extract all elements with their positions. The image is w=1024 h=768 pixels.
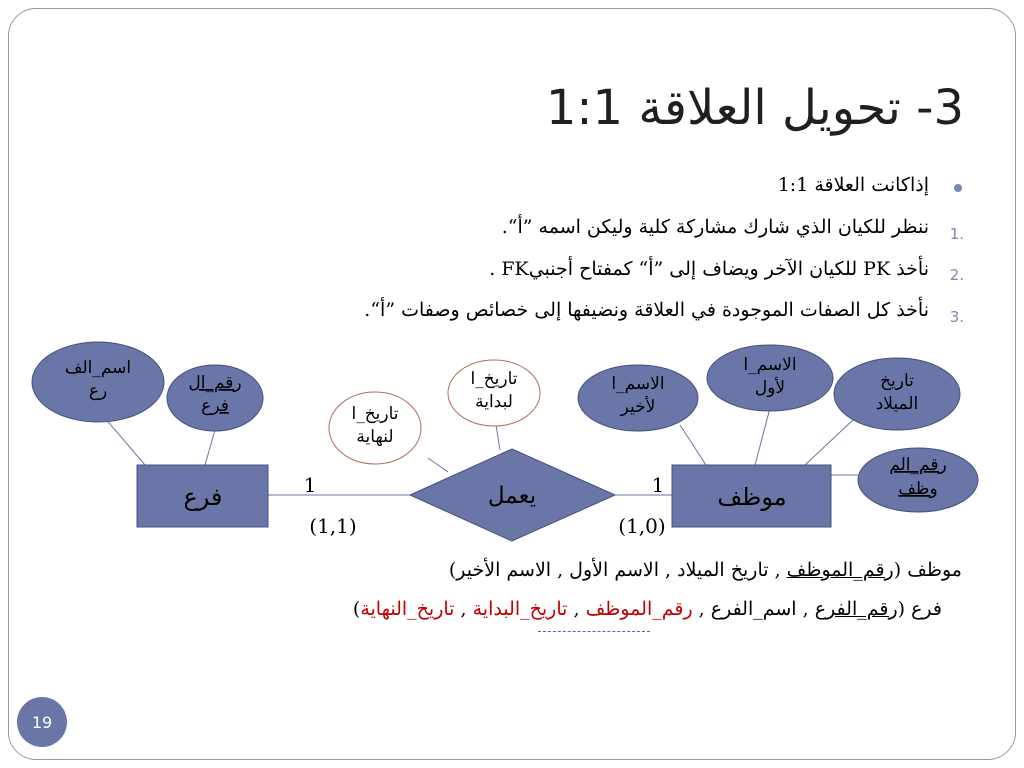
page-number: 19 xyxy=(31,712,53,732)
link-first-name xyxy=(755,408,770,465)
cardinality-left: 1 xyxy=(303,473,317,497)
attr-start-date-l1: تاريخ_ا xyxy=(470,369,518,389)
participation-left: (1,1) xyxy=(309,514,357,538)
relation-employee xyxy=(449,559,962,581)
link-birth-date xyxy=(805,418,855,465)
relation-branch-name: فرع xyxy=(911,598,942,620)
cardinality-right: 1 xyxy=(651,473,665,497)
entity-branch-label: فرع xyxy=(183,483,223,511)
relation-employee-open: ( xyxy=(893,559,902,581)
attr-end-date-l1: تاريخ_ا xyxy=(351,404,399,424)
page-number-badge xyxy=(17,697,67,747)
attr-branch-name-l2: رع xyxy=(88,381,108,401)
relation-branch-sep1: , xyxy=(567,598,586,620)
step-3-text: نأخذ كل الصفات الموجودة في العلاقة ونضيفها إلى خصائص وصفات ”أ“. xyxy=(364,299,929,321)
attr-last-name-l2: لأخير xyxy=(620,397,656,417)
bullet-text: إذاكانت العلاقة 1:1 xyxy=(777,174,929,196)
relation-employee-rest: , تاريخ الميلاد , الاسم الأول , الاسم الأخير) xyxy=(448,559,787,581)
step-1-number: 1. xyxy=(949,225,964,243)
relationship-label: يعمل xyxy=(487,483,537,509)
relation-branch-mid: , اسم_الفرع , xyxy=(692,598,815,620)
relation-branch-fk: رقم_الموظف xyxy=(585,598,693,620)
relation-employee-name: موظف xyxy=(907,559,962,581)
step-1-text: ننظر للكيان الذي شارك مشاركة كلية وليكن اسمه ”أ“. xyxy=(501,216,929,238)
step-2-text: نأخذ PK للكيان الآخر ويضاف إلى ”أ“ كمفتاح أجنبيFK . xyxy=(489,258,929,280)
attr-employee-id-l1: رقم_الم xyxy=(889,455,947,475)
entity-employee-label: موظف xyxy=(717,483,787,511)
relation-branch-pk: رقم_الفرع xyxy=(814,598,898,620)
step-3-number: 3. xyxy=(949,308,964,326)
relation-employee-pk: رقم_الموظف xyxy=(786,559,894,581)
attr-employee-id-l2: وظف xyxy=(898,479,938,499)
link-last-name xyxy=(680,425,706,465)
attr-branch-id-l1: رقم_ال xyxy=(188,373,242,393)
attr-end-date-l2: لنهاية xyxy=(356,427,394,447)
link-start-date xyxy=(496,425,500,450)
attr-first-name-l2: لأول xyxy=(754,378,786,398)
link-branch-id xyxy=(205,430,215,465)
relation-branch-start-date: تاريخ_البداية xyxy=(472,598,568,620)
slide-title: 3- تحويل العلاقة 1:1 xyxy=(545,80,964,136)
attr-first-name-l1: الاسم_ا xyxy=(743,355,797,375)
fk-dashed-underline xyxy=(538,631,650,632)
participation-right: (1,0) xyxy=(618,514,666,538)
relation-branch xyxy=(353,598,942,620)
attr-branch-name-l1: اسم_الف xyxy=(64,358,132,378)
attr-start-date-l2: لبداية xyxy=(475,392,513,412)
relation-branch-sep2: , xyxy=(454,598,473,620)
attr-birth-date-l2: الميلاد xyxy=(875,394,919,414)
relation-branch-close: ) xyxy=(352,598,361,620)
attr-last-name-l1: الاسم_ا xyxy=(611,374,665,394)
step-2-number: 2. xyxy=(949,266,964,284)
relation-branch-open: ( xyxy=(897,598,906,620)
relation-branch-end-date: تاريخ_النهاية xyxy=(360,598,455,620)
attr-branch-id-l2: فرع xyxy=(201,396,229,416)
link-end-date xyxy=(428,458,448,472)
attr-birth-date-l1: تاريخ xyxy=(880,371,914,391)
